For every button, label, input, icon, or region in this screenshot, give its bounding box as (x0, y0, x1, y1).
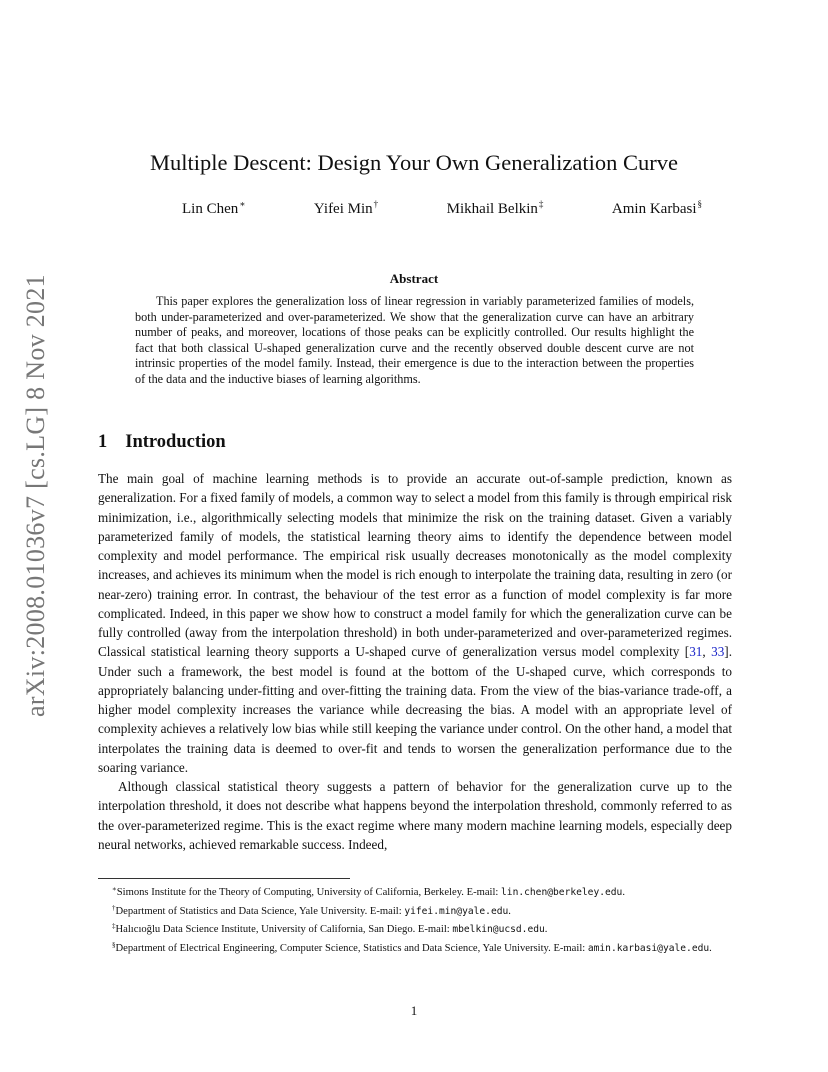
footnote-mark: § (112, 940, 116, 949)
citation-link[interactable]: 33 (711, 644, 725, 660)
author-footnote-mark: ∗ (239, 199, 246, 209)
footnote-text: Simons Institute for the Theory of Computing, University of California, Berkeley. E-mail: (116, 887, 502, 898)
footnote-divider (98, 878, 350, 879)
footnote-end: . (709, 942, 712, 954)
footnotes (98, 882, 732, 956)
citation-separator: , (702, 644, 712, 660)
footnote (98, 882, 732, 901)
abstract-heading: Abstract (389, 271, 439, 286)
author (182, 199, 245, 218)
page-number: 1 (410, 1003, 418, 1018)
arxiv-identifier-stamp: arXiv:2008.01036v7 [cs.LG] 8 Nov 2021 (21, 274, 50, 718)
footnote-email: yifei.min@yale.edu (404, 905, 509, 917)
section-number: 1 (98, 432, 108, 452)
section-title: Introduction (125, 432, 226, 452)
paragraph-text: The main goal of machine learning methods is to provide an accurate out-of-sample prediction, known as generalization. For a fixed family of models, a common way to select a model from this family is through empirical risk minimization, i.e., algorithmically selecting models that minimize the risk on the training dataset. Given a variably parameterized family of models, the statistical learning theory aims to identify the dependence between model complexity and model performance. The empirical risk usually decreases monotonically as the model complexity increases, and achieves its minimum when the model is rich enough to interpolate the training data, resulting in zero (or near-zero) training error. In contrast, the behaviour of the test error as a function of model complexity is far more complicated. Indeed, in this paper we show how to construct a model family for which the generalization curve can be fully controlled (away from the interpolation threshold) in both under-parameterized and over-parameterized regimes. Classical statistical learning theory supports a U-shaped curve of generalization versus model complexity [ (98, 471, 732, 660)
author-footnote-mark: § (697, 199, 702, 209)
footnote-mark: ‡ (112, 922, 116, 931)
author-name: Mikhail Belkin (446, 201, 538, 217)
author-list (182, 199, 702, 218)
footnote-text: Department of Electrical Engineering, Computer Science, Statistics and Data Science, Yale University. E-mail: (115, 942, 588, 954)
author-name: Yifei Min (313, 201, 373, 217)
introduction-body (98, 469, 732, 854)
author (314, 199, 378, 218)
author-name: Amin Karbasi (611, 201, 697, 217)
footnote-email: amin.karbasi@yale.edu (587, 942, 710, 954)
footnote (98, 919, 732, 938)
footnote-email: lin.chen@berkeley.edu (501, 887, 623, 898)
citation-link[interactable]: 31 (689, 644, 703, 660)
footnote-mark: † (112, 903, 116, 912)
footnote-text: Department of Statistics and Data Science, Yale University. E-mail: (115, 905, 405, 917)
author-footnote-mark: † (373, 199, 379, 209)
abstract-text: This paper explores the generalization loss of linear regression in variably parameterized families of models, both under-parameterized and over-parameterized. We show that the generalization curve can have an arbitrary number of peaks, and moreover, locations of those peaks can be explicitly controlled. Our results highlight the fact that both classical U-shaped generalization curve and the recently observed double descent curve are not intrinsic properties of the model family. Instead, their emergence is due to the interaction between the properties of the data and the inductive biases of learning algorithms. (135, 294, 694, 386)
footnote-email: mbelkin@ucsd.edu (452, 924, 545, 936)
footnote-mark: ∗ (112, 885, 117, 893)
author-name: Lin Chen (182, 201, 239, 217)
paragraph: Although classical statistical theory suggests a pattern of behavior for the generalization curve up to the interpolation threshold, it does not describe what happens beyond the interpolation threshold, commonly referred to as the over-parameterized regime. This is the exact regime where many modern machine learning models, especially deep neural networks, achieved remarkable success. Indeed, (98, 779, 732, 852)
footnote (98, 938, 732, 957)
author (612, 199, 702, 218)
footnote (98, 901, 732, 920)
paragraph (98, 469, 732, 777)
paper-title: Multiple Descent: Design Your Own Generalization Curve (149, 150, 679, 175)
paragraph-text: ]. Under such a framework, the best model is found at the bottom of the U-shaped curve, which corresponds to appropriately balancing under-fitting and over-fitting the training data. From the view of the bias-variance trade-off, a higher model complexity increases the variance while decreasing the bias. A model with an appropriate level of complexity achieves a relatively low bias while still keeping the variance under control. On the other hand, a model that interpolates the training data is deemed to over-fit and tends to worsen the generalization performance due to the soaring variance. (98, 644, 732, 775)
footnote-end: . (508, 905, 511, 917)
author (447, 199, 544, 218)
footnote-end: . (622, 887, 625, 898)
author-footnote-mark: ‡ (538, 199, 544, 209)
footnote-text: Halıcıoğlu Data Science Institute, University of California, San Diego. E-mail: (115, 924, 453, 936)
footnote-end: . (544, 924, 548, 936)
section-heading (98, 432, 226, 453)
